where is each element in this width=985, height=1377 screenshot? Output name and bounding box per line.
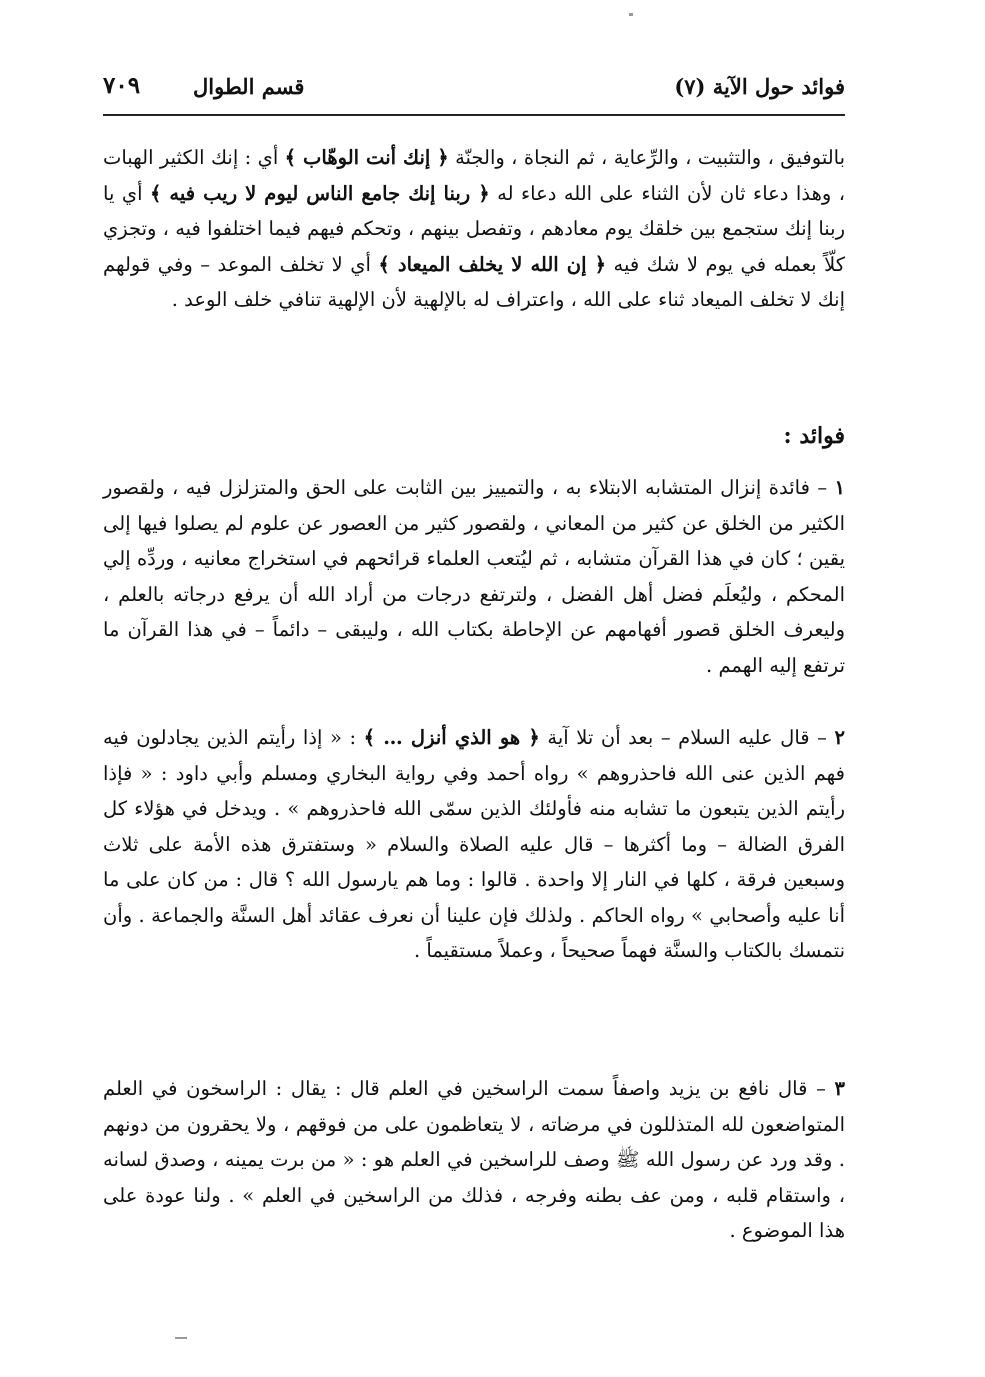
paragraph-benefit-2 (103, 720, 845, 969)
item-number: ١ (834, 476, 845, 499)
text-segment: – قال عليه السلام – بعد أن تلا آية (547, 726, 827, 749)
item-number: ٢ (834, 726, 845, 749)
header-rule (103, 114, 845, 116)
text-segment: أي لا تخلف الموعد – وفي قولهم إنك لا تخلف الميعاد ثناء على الله ، واعتراف له بالإلهية لأن الإلهية تنافي خلف الوعد . (103, 252, 845, 311)
section-heading: فوائد : (783, 423, 845, 449)
section-title: قسم الطوال (193, 74, 305, 99)
quran-quote: ﴿ إنك أنت الوهّاب ﴾ (284, 146, 449, 169)
quran-quote: ﴿ إن الله لا يخلف الميعاد ﴾ (378, 252, 607, 276)
paragraph-benefit-1 (103, 470, 845, 683)
item-number: ٣ (834, 1077, 845, 1100)
paragraph-benefit-3 (103, 1071, 845, 1249)
text-segment: : « إذا رأيتم الذين يجادلون فيه فهم الذين عنى الله فاحذروهم » رواه أحمد وفي رواية البخاري ومسلم وأبي داود : « فإذا رأيتم الذين يتبعون ما تشابه منه فأولئك الذين سمّى الله فاحذروهم » . ويدخل في هؤلاء كل الفرق الضالة – وما أكثرها – قال عليه الصلاة والسلام « وستفترق هذه الأمة على ثلاث وسبعين فرقة ، كلها في النار إلا واحدة . قالوا : وما هم يارسول الله ؟ قال : من كان على ما أنا عليه وأصحابي » رواه الحاكم . ولذلك فإن علينا أن نعرف عقائد أهل السنَّة والجماعة . وأن نتمسك بالكتاب والسنَّة فهماً صحيحاً ، وعملاً مستقيماً . (103, 726, 845, 962)
text-segment: أي يا ربنا إنك ستجمع بين خلقك يوم معادهم ، وتفصل بينهم ، وتحكم فيهم فيما اختلفوا فيه ، وتجزي كلّاً بعمله في يوم لا شك فيه (103, 181, 845, 276)
text-segment: بالتوفيق ، والتثبيت ، والرِّعاية ، ثم النجاة ، والجنّة (455, 146, 846, 169)
quran-quote: ﴿ ربنا إنك جامع الناس ليوم لا ريب فيه ﴾ (149, 181, 490, 205)
running-header (103, 74, 845, 108)
text-segment: أي : إنك الكثير الهبات ، وهذا دعاء ثان لأن الثناء على الله دعاء له (103, 146, 846, 205)
scan-mark (175, 1337, 187, 1339)
quran-quote: ﴿ هو الذي أنزل … ﴾ (363, 726, 540, 749)
chapter-title: فوائد حول الآية (٧) (674, 74, 845, 99)
text-segment: – قال نافع بن يزيد واصفاً سمت الراسخين في العلم قال : يقال : الراسخون في العلم المتواضعون لله المتذللون في مرضاته ، لا يتعاظمون على من فوقهم ، ولا يحقرون من دونهم . وقد ورد عن رسول الله ﷺ وصف للراسخين في العلم هو : « من برت يمينه ، وصدق لسانه ، واستقام قلبه ، ومن عف بطنه وفرجه ، فذلك من الراسخين في العلم » . ولنا عودة على هذا الموضوع . (103, 1077, 845, 1242)
page-number: ٧٠٩ (103, 72, 141, 99)
scan-mark (629, 13, 633, 16)
text-segment: – فائدة إنزال المتشابه الابتلاء به ، والتمييز بين الثابت على الحق والمتزلزل فيه ، ولقصور الكثير من الخلق عن كثير من المعاني ، ولقصور كثير من العصور عن علوم لم يصلوا فيها إلى يقين ؛ كان في هذا القرآن متشابه ، ثم ليُتعب العلماء قرائحهم في استخراج معانيه ، وردِّه إلي المحكم ، وليُعلَم فضل أهل الفضل ، ولترتفع درجات من أراد الله أن يرفع درجاته بالعلم ، وليعرف الخلق قصور أفهامهم عن الإحاطة بكتاب الله ، وليبقى – دائماً – في هذا القرآن ما ترتفع إليه الهمم . (103, 476, 845, 677)
paragraph-1 (103, 140, 845, 318)
